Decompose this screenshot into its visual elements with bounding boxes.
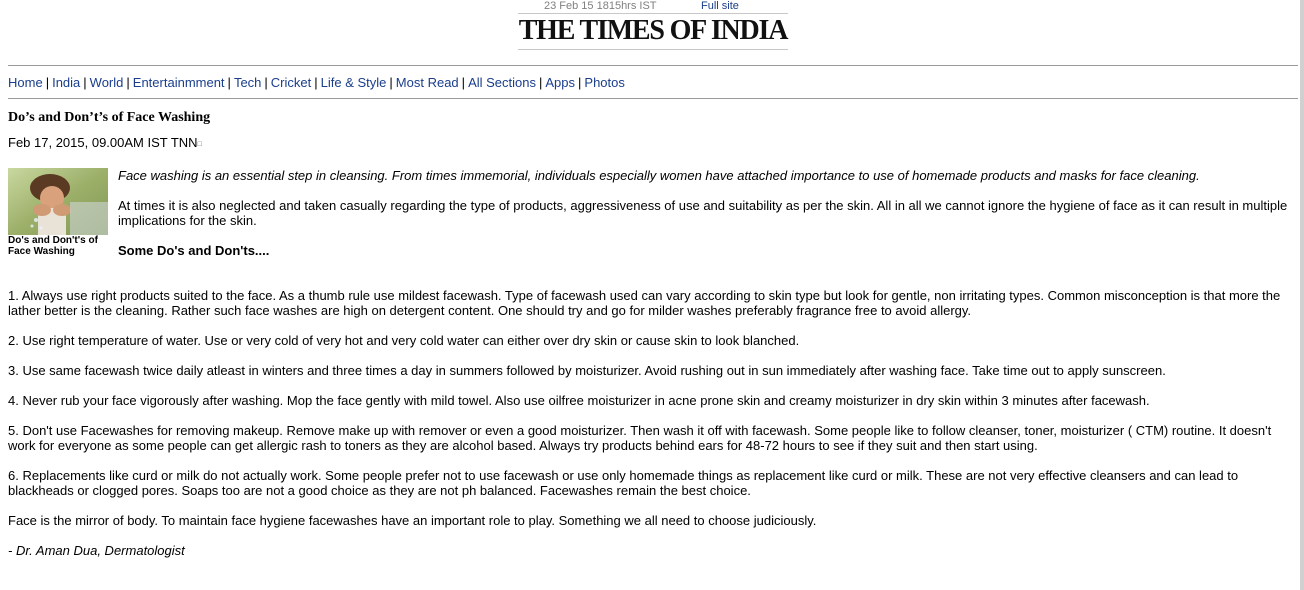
tip-paragraph: 3. Use same facewash twice daily atleast in winters and three times a day in summers followed by moisturizer. Avoid rushing out in sun immediately after washing face. Take time out to apply sunscreen. xyxy=(8,363,1166,378)
nav-cricket[interactable]: Cricket xyxy=(270,75,312,90)
nav-separator: | xyxy=(45,75,50,90)
tip-paragraph: 1. Always use right products suited to the face. As a thumb rule use mildest facewash. Type of facewash used can vary according to skin type but look for gentle, non irritating types. Common misconception is that more the lather better is the cleaning. Rather such face washes are high on detergent content. One should try and go for milder washes preferably fragrance free to avoid allergy. xyxy=(8,288,1281,318)
timestamp: 23 Feb 15 1815hrs IST xyxy=(544,0,657,12)
nav-separator: | xyxy=(227,75,231,90)
logo-top-rule xyxy=(518,13,788,14)
nav-apps[interactable]: Apps xyxy=(545,75,576,90)
tip-paragraph: 2. Use right temperature of water. Use or very cold of very hot and very cold water can either over dry skin or cause skin to look blanched. xyxy=(8,333,800,348)
nav-india[interactable]: India xyxy=(52,75,81,90)
article-intro: Face washing is an essential step in cleansing. From times immemorial, individuals especially women have attached importance to use of homemade products and masks for face cleaning. xyxy=(118,168,1200,183)
article-paragraph: At times it is also neglected and taken casually regarding the type of products, aggressiveness of use and suitability as per the skin. All in all we cannot ignore the hygiene of face as it can result in multiple implications for the skin. xyxy=(118,198,1288,228)
masthead xyxy=(0,0,1304,60)
nav-separator: | xyxy=(578,75,582,90)
nav-separator: | xyxy=(83,75,87,90)
tip-paragraph: 6. Replacements like curd or milk do not actually work. Some people prefer not to use facewash or use only homemade things as replacement like curd or milk. These are not very effective cleansers and can lead to blackheads or clogged pores. Soaps too are not a good choice as they are not ph balanced. Facewashes remain the best choice. xyxy=(8,468,1239,498)
share-box-icon: □ xyxy=(197,141,202,148)
nav-entertainment[interactable]: Entertainmment xyxy=(132,75,225,90)
nav-all-sections[interactable]: All Sections xyxy=(468,75,536,90)
nav-separator: | xyxy=(264,75,268,90)
site-logo[interactable]: THE TIMES OF INDIA xyxy=(518,15,788,46)
page-scrollbar[interactable] xyxy=(1300,0,1304,590)
article-image[interactable] xyxy=(8,168,108,235)
article-closing: Face is the mirror of body. To maintain face hygiene facewashes have an important role to play. Something we all need to choose judiciously. xyxy=(8,513,817,528)
full-site-link[interactable]: Full site xyxy=(701,0,739,12)
nav-life-style[interactable]: Life & Style xyxy=(320,75,387,90)
article-subhead: Some Do's and Don'ts.... xyxy=(118,243,270,258)
nav-most-read[interactable]: Most Read xyxy=(395,75,459,90)
image-caption: Do's and Don't's of Face Washing xyxy=(8,235,98,257)
nav-separator: | xyxy=(126,75,130,90)
meta-row xyxy=(518,0,788,13)
nav-home[interactable]: Home xyxy=(8,75,43,90)
nav-separator: | xyxy=(389,75,393,90)
face-washing-photo xyxy=(8,168,108,235)
divider-nav xyxy=(8,98,1298,99)
nav-separator: | xyxy=(461,75,466,90)
divider-top xyxy=(8,65,1298,66)
nav-separator: | xyxy=(538,75,543,90)
nav-world[interactable]: World xyxy=(89,75,124,90)
tip-paragraph: 4. Never rub your face vigorously after washing. Mop the face gently with mild towel. Also use oilfree moisturizer in acne prone skin and creamy moisturizer in dry skin within 3 minutes after facewash. xyxy=(8,393,1150,408)
dateline-text: Feb 17, 2015, 09.00AM IST TNN xyxy=(8,135,198,150)
article-title: Do’s and Don’t’s of Face Washing xyxy=(8,110,211,125)
nav-photos[interactable]: Photos xyxy=(584,75,625,90)
nav-separator: | xyxy=(314,75,318,90)
tip-paragraph: 5. Don't use Facewashes for removing makeup. Remove make up with remover or even a good moisturizer. Then wash it off with facewash. Some people like to follow cleanser, toner, moisturizer ( CTM) routine. It doesn't work for everyone as some people can get allergic rash to toners as they are alcohol based. Always try products behind ears for 48-72 hours to see if they suit and then start using. xyxy=(8,423,1272,453)
nav-tech[interactable]: Tech xyxy=(233,75,262,90)
article-author: - Dr. Aman Dua, Dermatologist xyxy=(8,543,185,558)
article-dateline xyxy=(8,135,202,152)
logo-bottom-rule xyxy=(518,49,788,50)
main-nav xyxy=(8,75,625,90)
